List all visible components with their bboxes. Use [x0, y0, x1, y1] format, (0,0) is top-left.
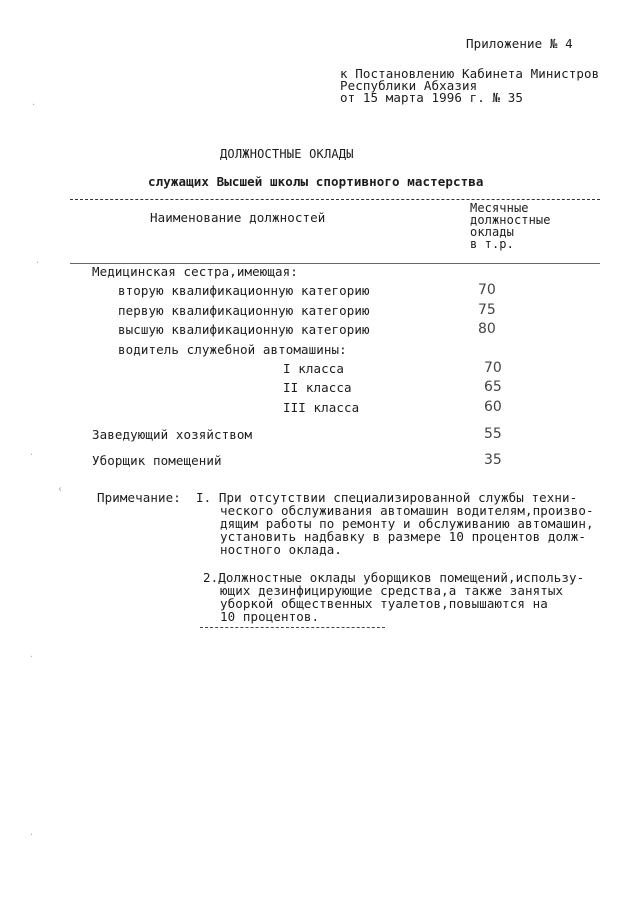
column-header-salary-1: Месячные — [470, 201, 529, 215]
note-item-1-line: ностного оклада. — [220, 542, 343, 557]
note-label: Примечание: — [97, 490, 181, 505]
table-row-value: 80 — [478, 321, 496, 337]
note-item-1-line: I. При отсутствии специализированной службы техни- — [196, 490, 578, 505]
column-header-name: Наименование должностей — [150, 210, 326, 225]
note-item-1-line: установить надбавку в размере 10 процентов долж- — [220, 529, 587, 544]
table-row-value: 75 — [478, 302, 496, 318]
scan-speck: · — [36, 258, 40, 269]
table-row-value: 70 — [484, 360, 502, 376]
column-header-salary-3: оклады — [470, 225, 514, 239]
table-row-label: первую квалификационную категорию — [118, 303, 370, 318]
table-row-value: 35 — [484, 452, 502, 468]
document-title: ДОЛЖНОСТНЫЕ ОКЛАДЫ — [220, 147, 354, 161]
scan-speck: · — [32, 100, 36, 111]
table-row-label: Уборщик помещений — [92, 453, 222, 468]
note-item-2-line: 2.Должностные оклады уборщиков помещений,использу- — [203, 570, 585, 585]
table-row-label: I класса — [283, 361, 345, 376]
note-item-1-line: дящим работы по ремонту и обслуживанию автомашин, — [220, 516, 594, 531]
table-row-value: 70 — [478, 282, 496, 298]
table-row-label: Заведующий хозяйством — [92, 427, 253, 442]
appendix-label: Приложение № 4 — [466, 36, 573, 51]
table-row-label: II класса — [283, 380, 352, 395]
closing-rule — [200, 627, 385, 628]
table-row-label: высшую квалификационную категорию — [118, 322, 370, 337]
note-item-2-line: ющих дезинфицирующие средства,а также занятых — [220, 583, 564, 598]
note-item-1-line: ческого обслуживания автомашин водителям,произво- — [220, 503, 594, 518]
note-item-2-line: 10 процентов. — [220, 609, 320, 624]
table-top-rule — [70, 199, 600, 200]
table-row-value: 60 — [484, 399, 502, 415]
table-row-label: Медицинская сестра,имеющая: — [92, 264, 298, 279]
table-row-value: 65 — [484, 379, 502, 395]
table-row-label: вторую квалификационную категорию — [118, 283, 370, 298]
note-item-2-line: уборкой общественных туалетов,повышаются на — [220, 596, 548, 611]
header-line-1: к Постановлению Кабинета Министров — [340, 66, 600, 81]
scan-speck: · — [30, 652, 34, 663]
document-subtitle: служащих Высшей школы спортивного мастерства — [148, 174, 484, 189]
column-header-salary-2: должностные — [470, 213, 551, 227]
table-row-value: 55 — [484, 426, 502, 442]
header-line-3: от 15 марта 1996 г. № 35 — [340, 90, 524, 105]
column-header-salary-4: в т.р. — [470, 237, 514, 251]
header-line-2: Республики Абхазия — [340, 78, 478, 93]
scan-speck: · — [30, 830, 34, 841]
scan-speck: ‹ — [58, 484, 62, 495]
scan-speck: · — [30, 450, 34, 461]
table-row-label: III класса — [283, 400, 360, 415]
table-row-label: водитель служебной автомашины: — [118, 342, 347, 357]
